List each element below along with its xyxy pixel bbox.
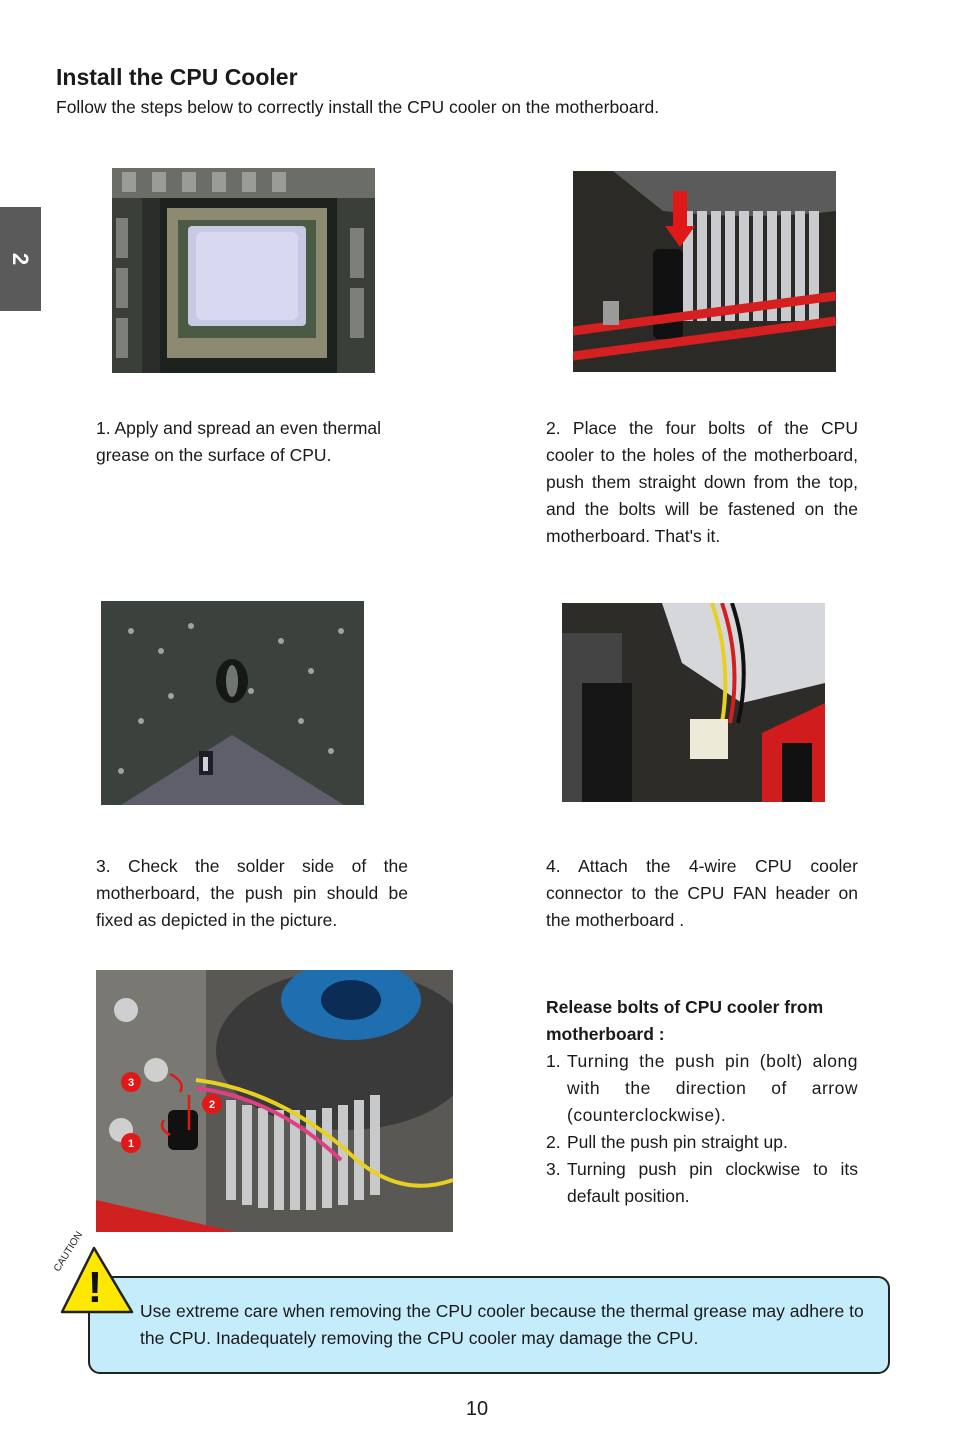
release-list <box>546 1048 858 1210</box>
chapter-tab-number: 2 <box>8 252 34 266</box>
photo-cpu-thermal-grease <box>112 168 375 373</box>
caution-exclamation: ! <box>87 1263 103 1312</box>
photo-fan-connector <box>562 603 825 802</box>
caution-label: CAUTION <box>52 1229 86 1274</box>
step-2-text: 2. Place the four bolts of the CPU cooler to the holes of the motherboard, push them straight down from the top, and the bolts will be fastened on the motherboard. That's it. <box>546 418 858 546</box>
photo-cooler-bolts <box>573 171 836 372</box>
step-4-text: 4. Attach the 4-wire CPU cooler connector to the CPU FAN header on the motherboard . <box>546 856 858 930</box>
chapter-tab <box>0 207 41 311</box>
step-3-text: 3. Check the solder side of the motherboard, the push pin should be fixed as depicted in the picture. <box>96 856 408 930</box>
release-title: Release bolts of CPU cooler from motherboard : <box>546 997 824 1044</box>
release-item: 3. Turning push pin clockwise to its default position. <box>546 1159 858 1206</box>
photo-release-bolts <box>96 970 453 1232</box>
release-instructions <box>546 994 858 1210</box>
release-item: 1. Turning the push pin (bolt) along with the direction of arrow (counterclockwise). <box>546 1051 858 1125</box>
page-title: Install the CPU Cooler <box>56 64 298 90</box>
caution-text: Use extreme care when removing the CPU cooler because the thermal grease may adhere to the CPU. Inadequately removing the CPU cooler may damage the CPU. <box>140 1301 864 1348</box>
step-1-text: 1. Apply and spread an even thermal grease on the surface of CPU. <box>96 418 382 465</box>
photo-solder-side <box>101 601 364 805</box>
page-number: 10 <box>465 1398 489 1420</box>
marker-2-label: 2 <box>208 1099 216 1111</box>
marker-3-label: 3 <box>127 1077 135 1089</box>
marker-1-label: 1 <box>127 1138 135 1150</box>
release-item: 2. Pull the push pin straight up. <box>546 1132 788 1152</box>
page-intro: Follow the steps below to correctly install the CPU cooler on the motherboard. <box>56 97 660 117</box>
red-down-arrow-icon <box>673 191 687 231</box>
